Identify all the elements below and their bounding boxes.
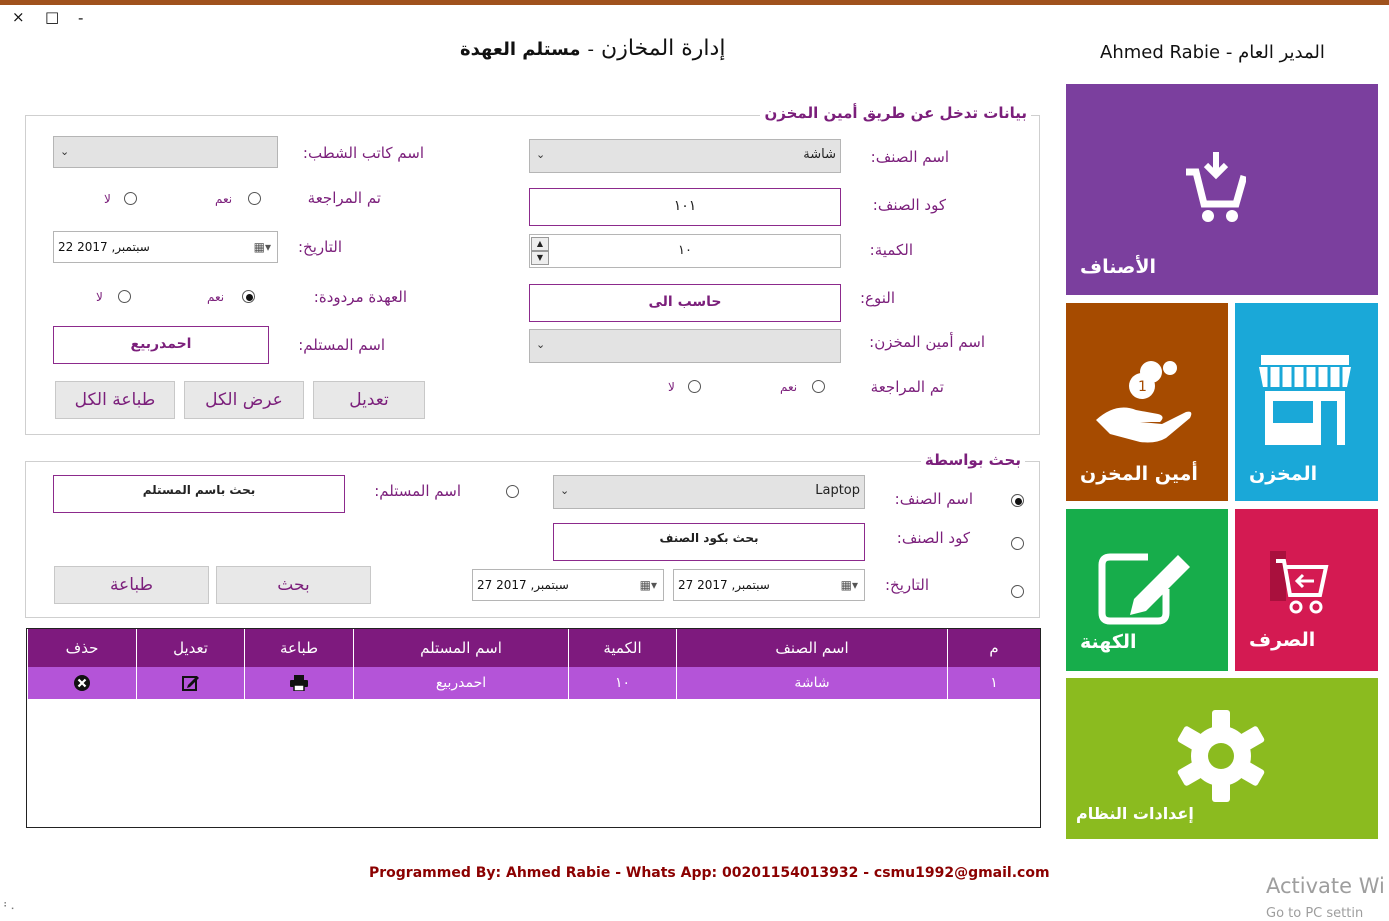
- returned-yes-radio[interactable]: [242, 290, 255, 303]
- cell-qty: ١٠: [568, 667, 676, 699]
- item-code-field[interactable]: ١٠١: [529, 188, 841, 226]
- search-item-combo[interactable]: [553, 475, 865, 509]
- search-code-field[interactable]: بحث بكود الصنف: [553, 523, 865, 561]
- search-item-label: اسم الصنف:: [894, 490, 973, 508]
- search-date-from-value: 27 سبتمبر, 2017: [678, 578, 770, 592]
- tile-keeper[interactable]: [1066, 303, 1228, 501]
- reviewed2-label: تم المراجعة: [307, 189, 381, 207]
- reviewed2-yes-text: نعم: [215, 192, 233, 206]
- search-group-title: بحث بواسطة: [921, 451, 1025, 469]
- chevron-down-icon: ⌄: [536, 148, 546, 161]
- search-by-date-radio[interactable]: [1011, 585, 1024, 598]
- search-date-to[interactable]: [472, 569, 664, 601]
- footer-credits: Programmed By: Ahmed Rabie - Whats App: 00201154013932 - csmu1992@gmail.com: [369, 865, 1050, 881]
- printer-icon: [290, 675, 308, 691]
- tile-items-label: الأصناف: [1080, 256, 1156, 278]
- print-button[interactable]: طباعة: [54, 566, 209, 604]
- tile-scrap[interactable]: [1066, 509, 1228, 671]
- cell-receiver: احمدربيع: [353, 667, 568, 699]
- search-receiver-label: اسم المستلم:: [374, 482, 461, 500]
- chevron-down-icon: ⌄: [560, 484, 570, 497]
- search-date-from[interactable]: [673, 569, 865, 601]
- quantity-label: الكمية:: [869, 241, 913, 259]
- title-accent-bar: [0, 0, 1389, 5]
- tile-items[interactable]: [1066, 84, 1378, 295]
- close-window-button[interactable]: ×: [12, 8, 25, 26]
- show-all-button[interactable]: عرض الكل: [184, 381, 304, 419]
- type-label: النوع:: [859, 289, 895, 307]
- tile-settings[interactable]: [1066, 678, 1378, 839]
- activation-watermark-sub: Go to PC settin: [1266, 906, 1364, 921]
- tile-scrap-label: الكهنة: [1080, 631, 1137, 653]
- item-name-label: اسم الصنف:: [870, 148, 949, 166]
- reviewed2-no-radio[interactable]: [124, 192, 137, 205]
- edit-icon: [182, 674, 200, 692]
- returned-no-radio[interactable]: [118, 290, 131, 303]
- edit-row-button[interactable]: [136, 667, 244, 699]
- search-button[interactable]: بحث: [216, 566, 371, 604]
- search-by-item-radio[interactable]: [1011, 494, 1024, 507]
- activation-watermark: Activate Wi: [1266, 874, 1385, 898]
- chevron-down-icon: ⌄: [536, 338, 546, 351]
- header-delete: حذف: [27, 629, 136, 667]
- item-code-label: كود الصنف:: [872, 196, 946, 214]
- table-header: [27, 629, 1040, 667]
- tile-keeper-label: أمين المخزن: [1080, 463, 1198, 485]
- calendar-icon[interactable]: ▦▾: [840, 578, 858, 592]
- calendar-icon[interactable]: ▦▾: [253, 240, 271, 254]
- app-title: إدارة المخازن: [601, 36, 726, 61]
- hand-coin-icon: [1096, 358, 1196, 448]
- header-receiver: اسم المستلم: [353, 629, 568, 667]
- reviewed-yes-radio[interactable]: [812, 380, 825, 393]
- header-qty: الكمية: [568, 629, 676, 667]
- header-num: م: [947, 629, 1040, 667]
- title-separator: -: [587, 39, 595, 60]
- quantity-value: ١٠: [678, 243, 692, 258]
- user-label: Ahmed Rabie - المدير العام: [1100, 42, 1325, 63]
- reviewed-no-text: لا: [668, 380, 675, 394]
- page-title: [460, 36, 725, 61]
- resize-grip-icon[interactable]: ⠃⠄: [3, 902, 18, 913]
- search-item-value: Laptop: [815, 483, 860, 498]
- print-all-button[interactable]: طباعة الكل: [55, 381, 175, 419]
- clerk-name-label: اسم كاتب الشطب:: [302, 144, 424, 162]
- returned-label: العهدة مردودة:: [313, 288, 407, 306]
- reviewed2-no-text: لا: [104, 192, 111, 206]
- edit-note-icon: [1098, 549, 1194, 629]
- records-table[interactable]: [26, 628, 1041, 828]
- reviewed-label: تم المراجعة: [870, 378, 944, 396]
- tile-expense[interactable]: [1235, 509, 1378, 671]
- calendar-icon[interactable]: ▦▾: [639, 578, 657, 592]
- search-by-code-radio[interactable]: [1011, 537, 1024, 550]
- date-value: 22 سبتمبر, 2017: [58, 240, 150, 254]
- clerk-name-combo[interactable]: [53, 136, 278, 168]
- tile-store[interactable]: [1235, 303, 1378, 501]
- item-name-value: شاشة: [803, 147, 836, 162]
- receiver-label: اسم المستلم:: [298, 336, 385, 354]
- returned-no-text: لا: [96, 290, 103, 304]
- type-field[interactable]: حاسب الى: [529, 284, 841, 322]
- reviewed-no-radio[interactable]: [688, 380, 701, 393]
- cell-item: شاشة: [676, 667, 947, 699]
- delete-row-button[interactable]: [27, 667, 136, 699]
- search-code-label: كود الصنف:: [896, 529, 970, 547]
- reviewed2-yes-radio[interactable]: [248, 192, 261, 205]
- delete-icon: [73, 674, 91, 692]
- tile-expense-label: الصرف: [1249, 629, 1316, 651]
- search-receiver-field[interactable]: بحث باسم المستلم: [53, 475, 345, 513]
- minimize-window-button[interactable]: -: [78, 9, 84, 27]
- svg-text:1: 1: [1138, 379, 1147, 395]
- search-by-receiver-radio[interactable]: [506, 485, 519, 498]
- header-item: اسم الصنف: [676, 629, 947, 667]
- chevron-down-icon: ⌄: [60, 145, 70, 158]
- search-date-label: التاريخ:: [885, 576, 929, 594]
- entry-group-title: بيانات تدخل عن طريق أمين المخزن: [760, 104, 1031, 122]
- keeper-name-label: اسم أمين المخزن:: [869, 333, 985, 351]
- header-edit: تعديل: [136, 629, 244, 667]
- edit-button[interactable]: تعديل: [313, 381, 425, 419]
- search-date-to-value: 27 سبتمبر, 2017: [477, 578, 569, 592]
- table-row[interactable]: [27, 667, 1040, 699]
- print-row-button[interactable]: [244, 667, 353, 699]
- tile-store-label: المخزن: [1249, 463, 1318, 485]
- returned-yes-text: نعم: [207, 290, 225, 304]
- stepper-up-icon[interactable]: ▲: [531, 237, 549, 251]
- gear-icon: [1171, 706, 1271, 806]
- maximize-window-button[interactable]: □: [45, 8, 60, 26]
- receiver-field[interactable]: احمدربيع: [53, 326, 269, 364]
- item-name-combo[interactable]: [529, 139, 841, 173]
- header-print: طباعة: [244, 629, 353, 667]
- quantity-stepper[interactable]: [529, 234, 841, 268]
- stepper-down-icon[interactable]: ▼: [531, 251, 549, 265]
- screen-title: مستلم العهدة: [460, 39, 581, 60]
- reviewed-yes-text: نعم: [780, 380, 798, 394]
- date-picker[interactable]: [53, 231, 278, 263]
- cart-return-icon: [1270, 551, 1330, 621]
- store-icon: [1255, 353, 1355, 445]
- date-label: التاريخ:: [298, 238, 342, 256]
- keeper-name-combo[interactable]: [529, 329, 841, 363]
- cell-num: ١: [947, 667, 1040, 699]
- cart-add-icon: [1186, 152, 1246, 224]
- tile-settings-label: إعدادات النظام: [1076, 804, 1194, 823]
